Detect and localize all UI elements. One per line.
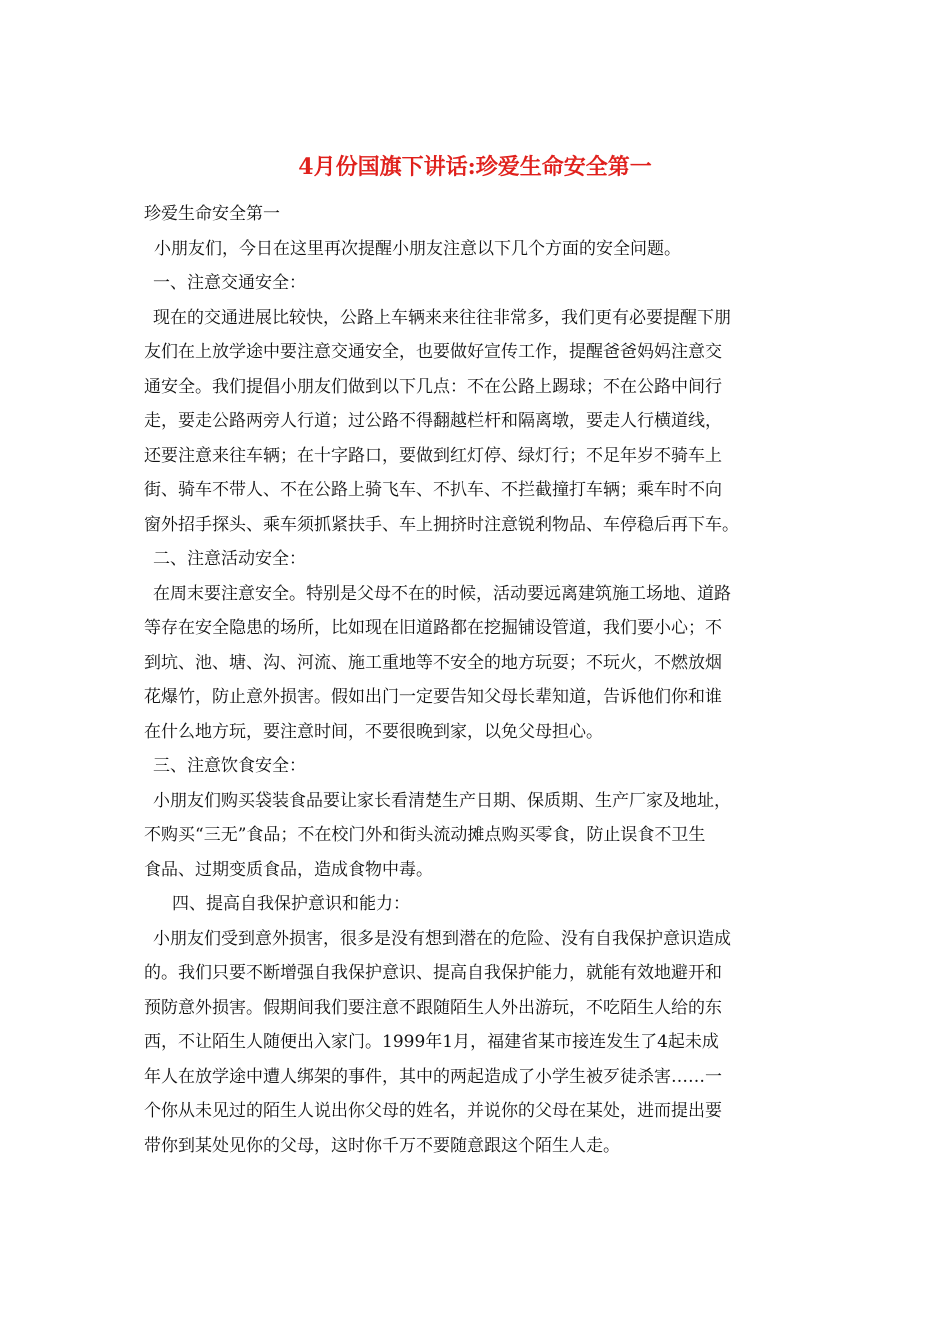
subtitle-line: 珍爱生命安全第一 — [144, 204, 280, 224]
paragraph-line: 预防意外损害。假期间我们要注意不跟随陌生人外出游玩，不吃陌生人给的东 — [144, 997, 722, 1018]
paragraph-line: 走，要走公路两旁人行道；过公路不得翻越栏杆和隔离墩，要走人行横道线， — [144, 411, 722, 431]
document-body — [144, 197, 812, 1163]
paragraph-line: 通安全。我们提倡小朋友们做到以下几点：不在公路上踢球；不在公路中间行 — [144, 376, 722, 397]
paragraph-line: 西，不让陌生人随便出入家门。1999年1月，福建省某市接连发生了4起未成 — [144, 1032, 719, 1052]
paragraph-line: 个你从未见过的陌生人说出你父母的姓名，并说你的父母在某处，进而提出要 — [144, 1101, 722, 1121]
paragraph-line: 不购买“三无”食品；不在校门外和街头流动摊点购买零食，防止误食不卫生 — [144, 825, 706, 845]
paragraph-line: 带你到某处见你的父母，这时你千万不要随意跟这个陌生人走。 — [144, 1135, 620, 1156]
paragraph-line: 食品、过期变质食品，造成食物中毒。 — [144, 859, 433, 880]
section-heading-self-protection: 四、提高自我保护意识和能力： — [172, 894, 410, 914]
paragraph-line: 街、骑车不带人、不在公路上骑飞车、不扒车、不拦截撞打车辆；乘车时不向 — [144, 480, 722, 500]
paragraph-line: 到坑、池、塘、沟、河流、施工重地等不安全的地方玩耍；不玩火，不燃放烟 — [144, 652, 722, 673]
paragraph-line: 现在的交通进展比较快，公路上车辆来来往往非常多，我们更有必要提醒下朋 — [153, 307, 731, 328]
paragraph-line: 友们在上放学途中要注意交通安全，也要做好宣传工作，提醒爸爸妈妈注意交 — [144, 342, 722, 362]
section-heading-traffic: 一、注意交通安全： — [153, 273, 306, 293]
paragraph-line: 还要注意来往车辆；在十字路口，要做到红灯停、绿灯行；不足年岁不骑车上 — [144, 445, 722, 466]
paragraph-line: 在什么地方玩，要注意时间，不要很晚到家，以免父母担心。 — [144, 721, 603, 742]
section-heading-activity: 二、注意活动安全： — [153, 549, 306, 569]
paragraph-line: 的。我们只要不断增强自我保护意识、提高自我保护能力，就能有效地避开和 — [144, 963, 722, 983]
paragraph-line: 年人在放学途中遭人绑架的事件，其中的两起造成了小学生被歹徒杀害……一 — [144, 1066, 722, 1087]
document-title: 4月份国旗下讲话:珍爱生命安全第一 — [298, 154, 652, 180]
paragraph-line: 等存在安全隐患的场所，比如现在旧道路都在挖掘铺设管道，我们要小心；不 — [144, 618, 722, 638]
paragraph-line: 在周末要注意安全。特别是父母不在的时候，活动要远离建筑施工场地、道路 — [153, 583, 731, 604]
paragraph-line: 窗外招手探头、乘车须抓紧扶手、车上拥挤时注意锐利物品、车停稳后再下车。 — [144, 514, 739, 535]
paragraph-line: 小朋友们，今日在这里再次提醒小朋友注意以下几个方面的安全问题。 — [154, 238, 681, 259]
section-heading-food: 三、注意饮食安全： — [153, 756, 306, 776]
paragraph-line: 小朋友们购买袋装食品要让家长看清楚生产日期、保质期、生产厂家及地址， — [153, 790, 731, 811]
paragraph-line: 小朋友们受到意外损害，很多是没有想到潜在的危险、没有自我保护意识造成 — [153, 928, 731, 949]
paragraph-line: 花爆竹，防止意外损害。假如出门一定要告知父母长辈知道，告诉他们你和谁 — [144, 687, 722, 707]
